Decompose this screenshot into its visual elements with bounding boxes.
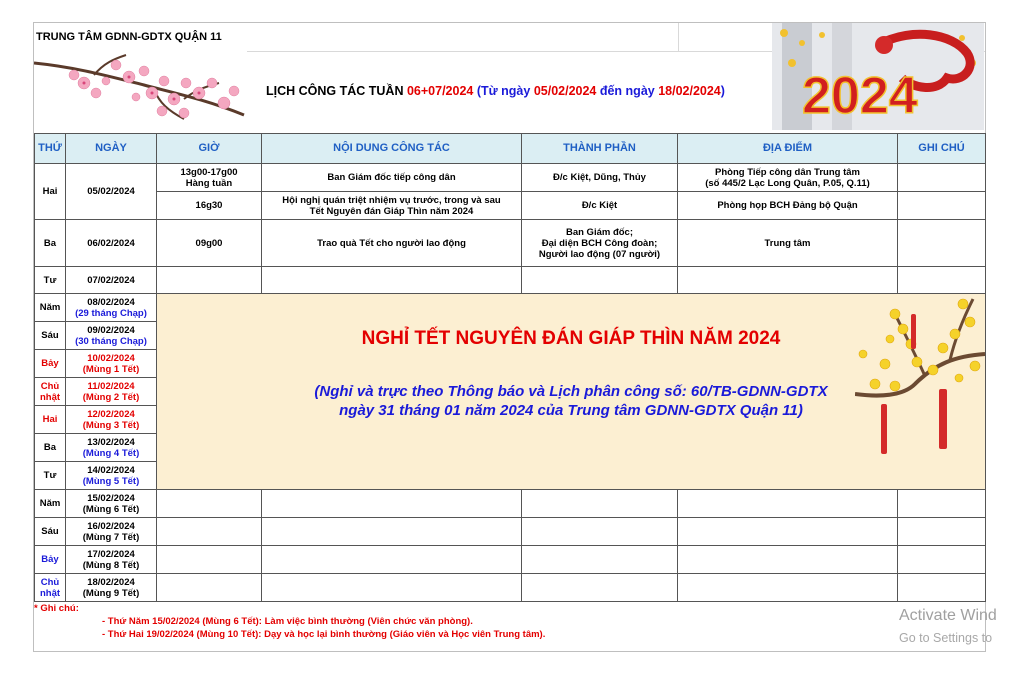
col-header-thu: THỨ — [35, 134, 66, 164]
note-cell — [898, 490, 986, 518]
lunar-date: (Mùng 8 Tết) — [82, 559, 140, 571]
solar-date: 09/02/2024 — [87, 324, 135, 336]
day-cell: Năm — [35, 294, 66, 322]
title-prefix: LỊCH CÔNG TÁC TUẦN — [266, 84, 407, 98]
activate-windows-watermark: Activate Wind — [899, 607, 997, 624]
location-cell — [678, 490, 898, 518]
date-cell: 07/02/2024 — [66, 267, 157, 294]
col-header-ngay: NGÀY — [66, 134, 157, 164]
date-cell: 06/02/2024 — [66, 220, 157, 267]
date-cell — [66, 294, 157, 322]
time-frequency: Hàng tuần — [185, 177, 233, 189]
content-cell — [262, 490, 522, 518]
holiday-note-line-2: ngày 31 tháng 01 năm 2024 của Trung tâm GDNN-GDTX Quận 11) — [339, 402, 803, 419]
lunar-date: (Mùng 6 Tết) — [82, 503, 140, 515]
participant-line-3: Người lao động (07 người) — [538, 248, 661, 260]
note-line-1: - Thứ Năm 15/02/2024 (Mùng 6 Tết): Làm việc bình thường (Viên chức văn phòng). — [102, 616, 473, 627]
dragon-2024-image — [772, 23, 984, 130]
participants-cell — [522, 518, 678, 546]
holiday-row — [35, 294, 986, 322]
table-row — [35, 164, 986, 192]
time-cell — [157, 574, 262, 602]
day-cell: Tư — [35, 462, 66, 490]
content-cell — [262, 267, 522, 294]
note-cell — [898, 192, 986, 220]
time-range: 13g00-17g00 — [180, 166, 238, 178]
blossom-branch-image — [34, 53, 249, 123]
notes-label: * Ghi chú: — [34, 603, 79, 614]
year-2024-art: 2024 — [802, 67, 918, 125]
table-row — [35, 574, 986, 602]
apricot-blossom-image — [855, 294, 985, 489]
date-cell — [66, 322, 157, 350]
lunar-date: (Mùng 3 Tết) — [82, 419, 140, 431]
time-cell — [157, 164, 262, 192]
day-cell: Tư — [35, 267, 66, 294]
note-cell — [898, 267, 986, 294]
location-cell — [678, 574, 898, 602]
content-cell — [262, 518, 522, 546]
day-cell: Sáu — [35, 322, 66, 350]
location-cell — [678, 518, 898, 546]
table-row — [35, 192, 986, 220]
participants-cell: Đ/c Kiệt — [522, 192, 678, 220]
solar-date: 17/02/2024 — [87, 548, 135, 560]
solar-date: 14/02/2024 — [87, 464, 135, 476]
content-cell — [262, 546, 522, 574]
time-cell — [157, 546, 262, 574]
day-cell: Ba — [35, 220, 66, 267]
lunar-date: (30 tháng Chạp) — [75, 335, 147, 347]
date-cell — [66, 350, 157, 378]
note-cell — [898, 164, 986, 192]
content-cell — [262, 574, 522, 602]
date-cell — [66, 462, 157, 490]
solar-date: 18/02/2024 — [87, 576, 135, 588]
participants-cell: Đ/c Kiệt, Dũng, Thủy — [522, 164, 678, 192]
location-name: Phòng Tiếp công dân Trung tâm — [715, 166, 860, 178]
day-cell: Hai — [35, 164, 66, 220]
table-row — [35, 490, 986, 518]
date-cell — [66, 518, 157, 546]
day-cell: Ba — [35, 434, 66, 462]
day-cell: Chủ nhật — [35, 574, 66, 602]
participants-cell — [522, 546, 678, 574]
day-cell: Bảy — [35, 546, 66, 574]
header-separator — [678, 23, 679, 51]
schedule-sheet — [33, 22, 986, 652]
day-cell: Bảy — [35, 350, 66, 378]
organization-name: TRUNG TÂM GDNN-GDTX QUẬN 11 — [36, 31, 222, 43]
solar-date: 15/02/2024 — [87, 492, 135, 504]
table-row — [35, 220, 986, 267]
lunar-date: (Mùng 4 Tết) — [82, 447, 140, 459]
location-cell — [678, 546, 898, 574]
note-cell — [898, 518, 986, 546]
date-cell — [66, 574, 157, 602]
solar-date: 10/02/2024 — [87, 352, 135, 364]
content-cell: Ban Giám đốc tiếp công dân — [262, 164, 522, 192]
date-cell — [66, 406, 157, 434]
participants-cell — [522, 220, 678, 267]
lunar-date: (Mùng 9 Tết) — [82, 587, 140, 599]
lunar-date: (Mùng 1 Tết) — [82, 363, 140, 375]
location-cell: Trung tâm — [678, 220, 898, 267]
day-cell: Hai — [35, 406, 66, 434]
solar-date: 13/02/2024 — [87, 436, 135, 448]
note-cell — [898, 546, 986, 574]
table-row — [35, 546, 986, 574]
activate-windows-hint: Go to Settings to — [899, 631, 993, 645]
participants-cell — [522, 267, 678, 294]
day-cell: Năm — [35, 490, 66, 518]
participants-cell — [522, 574, 678, 602]
lunar-date: (Mùng 2 Tết) — [82, 391, 140, 403]
holiday-title: NGHỈ TẾT NGUYÊN ĐÁN GIÁP THÌN NĂM 2024 — [361, 328, 781, 349]
title-range-mid: đến ngày — [596, 84, 659, 98]
time-cell — [157, 267, 262, 294]
col-header-dia-diem: ĐỊA ĐIỂM — [678, 134, 898, 164]
location-cell: Phòng họp BCH Đảng bộ Quận — [678, 192, 898, 220]
content-cell: Trao quà Tết cho người lao động — [262, 220, 522, 267]
col-header-ghi-chu: GHI CHÚ — [898, 134, 986, 164]
date-cell — [66, 546, 157, 574]
participant-line-2: Đại diện BCH Công đoàn; — [541, 237, 658, 249]
col-header-thanh-phan: THÀNH PHẦN — [522, 134, 678, 164]
schedule-title — [266, 84, 725, 98]
holiday-note-line-1: (Nghỉ và trực theo Thông báo và Lịch phân công số: 60/TB-GDNN-GDTX — [314, 383, 828, 400]
lunar-date: (29 tháng Chạp) — [75, 307, 147, 319]
content-cell — [262, 192, 522, 220]
table-header-row — [35, 134, 986, 164]
time-cell — [157, 490, 262, 518]
title-end-date: 18/02/2024 — [658, 84, 721, 98]
date-cell: 05/02/2024 — [66, 164, 157, 220]
title-start-date: 05/02/2024 — [533, 84, 597, 98]
note-cell — [898, 574, 986, 602]
time-cell: 16g30 — [157, 192, 262, 220]
table-row — [35, 518, 986, 546]
title-range-close: ) — [720, 84, 725, 98]
solar-date: 12/02/2024 — [87, 408, 135, 420]
solar-date: 08/02/2024 — [87, 296, 135, 308]
time-cell: 09g00 — [157, 220, 262, 267]
date-cell — [66, 434, 157, 462]
solar-date: 16/02/2024 — [87, 520, 135, 532]
participants-cell — [522, 490, 678, 518]
lunar-date: (Mùng 5 Tết) — [82, 475, 140, 487]
col-header-gio: GIỜ — [157, 134, 262, 164]
col-header-noi-dung: NỘI DUNG CÔNG TÁC — [262, 134, 522, 164]
schedule-table — [34, 133, 986, 602]
location-cell — [678, 164, 898, 192]
date-cell — [66, 378, 157, 406]
participant-line-1: Ban Giám đốc; — [565, 226, 634, 238]
note-line-2: - Thứ Hai 19/02/2024 (Mùng 10 Tết): Dạy và học lại bình thường (Giáo viên và Học viên Trung tâm). — [102, 629, 546, 640]
lunar-date: (Mùng 7 Tết) — [82, 531, 140, 543]
holiday-banner — [157, 294, 986, 490]
location-address: (số 445/2 Lạc Long Quân, P.05, Q.11) — [705, 177, 870, 189]
time-cell — [157, 518, 262, 546]
table-row — [35, 267, 986, 294]
title-range-open: (Từ ngày — [473, 84, 534, 98]
location-cell — [678, 267, 898, 294]
date-cell — [66, 490, 157, 518]
day-cell: Chủ nhật — [35, 378, 66, 406]
note-cell — [898, 220, 986, 267]
title-week: 06+07/2024 — [406, 84, 474, 98]
solar-date: 11/02/2024 — [87, 380, 135, 392]
content-line-1: Hội nghị quán triệt nhiệm vụ trước, trong và sau — [282, 194, 501, 206]
content-line-2: Tết Nguyên đán Giáp Thìn năm 2024 — [309, 205, 474, 217]
day-cell: Sáu — [35, 518, 66, 546]
